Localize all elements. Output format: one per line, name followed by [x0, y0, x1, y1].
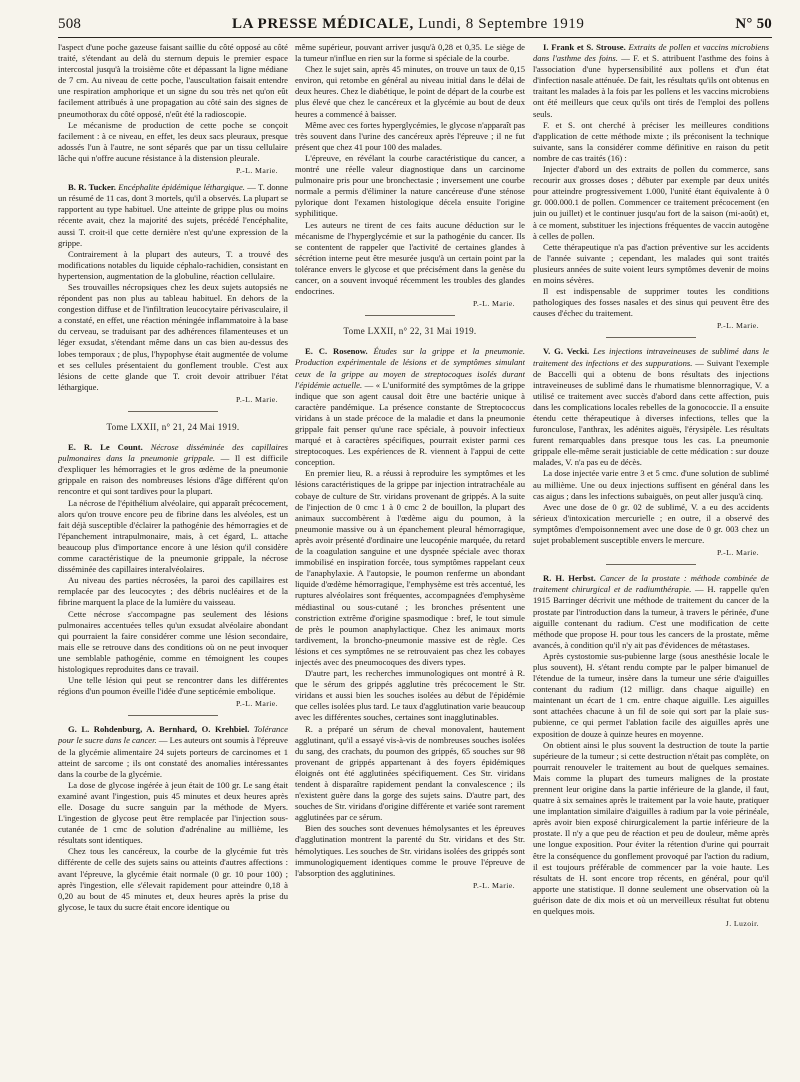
signature: P.-L. Marie. — [235, 699, 278, 709]
paragraph: D'autre part, les recherches immunologiques ont montré à R. que le sérum des grippés agglutine très précocement le Str. viridans et aussi bien les souches isolées au début de l'épidémie que celles isolées plus tard. Le taux d'agglutination varie beaucoup avec les différentes souches, certaines sont inagglutinables. — [295, 668, 525, 723]
paragraph: Contrairement à la plupart des auteurs, T. a trouvé des modifications notables du liquide céphalo-rachidien, consistant en hypertension, augmentation de la globuline, réaction cellulaire. — [58, 248, 288, 281]
separator — [128, 411, 218, 412]
article-author: R. H. Herbst. — [543, 573, 596, 584]
article-author: V. G. Vecki. — [543, 346, 590, 357]
paragraph: En premier lieu, R. a réussi à reproduire les symptômes et les lésions caractéristiques de la grippe par injection intratrachéale au cobaye de culture de Str. viridans provenant de grippés. A la suite de l'injection de 0 cmc 1 à 0 cmc 2 de bouillon, la plupart des animaux succombèrent à l'œdème aigu du poumon, à la pneumonie massive ou à un épanchement pleural hémorragique, après avoir présenté d'ordinaire une leucopénie marquée, du retard de la coagulation sanguine et une dyspnée spéciale avec thorax immobilisé en inspiration forcée, tous symptômes rappelant ceux de l'anaphylaxie. A l'autopsie, le poumon renferme un abondant liquide d'œdème hémorragique, l'emphysème est très accentué, les ruptures alvéolaires sont fréquentes, accompagnées d'emphysème médiastinal ou sous-cutané ; les bronches présentent une constriction extrême d'origine spasmodique : bref, le tout simule de près le poumon anaphylactique. Chez les animaux morts tardivement, la broncho-pneumonie massive est de règle. Ces lésions et ces symptômes ne se retrouvaient pas chez les cobayes injectés avec des pneumocoques des divers types. — [295, 468, 525, 667]
article-heading — [295, 346, 525, 468]
article-author: I. Frank et S. Strouse. — [543, 42, 626, 52]
article-title: Encéphalite épidémique léthargique. — [118, 182, 245, 193]
separator — [606, 337, 696, 338]
paragraph: Cette nécrose s'accompagne pas seulement des lésions pulmonaires accentuées telles qu'un exsudat alvéolaire abondant qui pourraient la faire considérer comme une lésion secondaire, mais elle se retrouve dans des conditions où on ne peut invoquer une semblable pathogénie, comme en témoignent les coupes histologiques reproduites dans ce travail. — [58, 608, 288, 674]
paragraph: Au niveau des parties nécrosées, la paroi des capillaires est remplacée par des leucocytes ; des débris nucléaires et de la fibrine marquent la place de la lumière du vaisseau. — [58, 575, 288, 608]
separator — [365, 315, 455, 316]
paragraph: La dose injectée varie entre 3 et 5 cmc. d'une solution de sublimé au millième. Une ou deux injections suffisent en général dans les cas aigus ; dans les infections subaiguës, on peut aller jusqu'à cinq. — [533, 468, 769, 501]
signature: P.-L. Marie. — [235, 394, 278, 404]
article-rosenow — [295, 346, 525, 891]
paragraph: Le mécanisme de production de cette poche se conçoit facilement : à ce niveau, en effet, les deux sacs pleuraux, presque adossés l'un à l'autre, ne sont séparés que par un tissu cellulaire lâche qui n'offre aucune résistance à la distension pleurale. — [58, 119, 288, 163]
signature: P.-L. Marie. — [235, 166, 278, 176]
article-author: G. L. Rohdenburg, A. Bernhard, O. Krehbiel. — [68, 724, 250, 735]
paragraph: Une telle lésion qui peut se rencontrer dans les différentes régions d'un poumon éveille l'idée d'une septicémie embolique. — [58, 675, 288, 697]
article-text: — H. rappelle qu'en 1915 Barringer décrivit une méthode de traitement du cancer de la prostate par l'introduction dans la tumeur, à travers le périnée, d'une aiguille contenant du radium. C'est une modification de cette méthode que propose H. pour tous les cancers de la prostate, même avancés, à condition qu'il n'y ait pas d'évidences de métastases. — [533, 584, 769, 650]
article-text: — T. donne un résumé de 11 cas, dont 3 mortels, qu'il a observés. La plupart se rapportent au type habituel. Une atteinte de grippe plus ou moins récente avait, chez la majorité des sujets, précédé l'encéphalite, aussi T. croit-il que cette dernière n'est qu'une expression de la grippe. — [58, 182, 288, 248]
article-herbst — [533, 573, 769, 929]
issue-date: Lundi, 8 Septembre 1919 — [418, 16, 585, 32]
article-author: B. R. Tucker. — [68, 182, 116, 193]
paragraph: On obtient ainsi le plus souvent la destruction de toute la partie supérieure de la tumeur ; si cette destruction n'était pas complète, on pourrait renouveler le traitement au bout de quelques semaines. Mais comme la plupart des tumeurs malignes de la prostate prennent leur origine dans la partie inférieure de la glande, il faut, quatre à six semaines après le traitement par la voie haute, pratiquer une implantation similaire d'aiguilles à radium par la voie périnéale, après avoir bien exposé chirurgicalement la partie inférieure de la prostate. Il n'y a que peu de réaction et peu de douleur, même après une longue exposition. Pour éviter la rétention d'urine qui pourrait être la conséquence du gonflement provoqué par l'action du radium, il est toujours préférable de commencer par la voie haute. Les résultats de H. sont encore trop récents, en général, pour qu'il apporte une statistique. Il donne seulement une observation où la guérison date de dix mois et où un merveilleux résultat fut obtenu en quelques mois. — [533, 739, 769, 917]
paragraph: Chez le sujet sain, après 45 minutes, on trouve un taux de 0,15 environ, qui retombe en général au niveau initial dans le délai de deux heures. Chez le diabétique, le point de départ de la courbe est plus élevé que chez le cancéreux et la glycémie au bout de deux heures a commencé à baisser. — [295, 64, 525, 119]
paragraph: l'aspect d'une poche gazeuse faisant saillie du côté opposé au côté traité, s'étendant au delà du sternum depuis le premier espace intercostal jusqu'à la troisième côte et dépassant la ligne médiane de 7 cm. Au niveau de cette poche, l'auscultation faisait entendre une respiration amphorique et un signe du sou très net qu'on eût facilement attribués à une propagation au côté sain des signes de pneumothorax du côté opposé, n'eût été la radioscopie. — [58, 42, 288, 119]
paragraph: Chez tous les cancéreux, la courbe de la glycémie fut très différente de celle des sujets sains ou atteints d'autres affections : avant l'épreuve, la glycémie était normale (0 gr. 10 pour 100) ; après l'ingestion, elle s'élevait rapidement pour atteindre 0,18 à 0,20 au bout de 45 minutes et, deux heures après la prise du glycose, le taux du sucre était encore identique ou — [58, 846, 288, 912]
signature: P.-L. Marie. — [472, 880, 515, 890]
signature: P.-L. Marie. — [716, 548, 759, 558]
paragraph: La dose de glycose ingérée à jeun était de 100 gr. Le sang était examiné avant l'ingestion, puis 45 minutes et deux heures après elle. Dosage du sucre sanguin par la méthode de Myers. L'ingestion de glycose peut être remplacée par l'injection sous-cutanée de 1 cmc de solution d'adrénaline au millième, les résultats sont identiques. — [58, 779, 288, 846]
article-heading — [533, 42, 769, 120]
article-title: Les injections intraveineuses de sublimé dans le traitement des infections et des suppurations. — [533, 346, 769, 368]
journal-title — [232, 16, 585, 33]
paragraph: Bien des souches sont devenues hémolysantes et les épreuves d'agglutination montrent la parenté du Str. viridans et des Str. hémolytiques. Les souches de Str. viridans isolées des grippés sont immunologiquement identiques comme le prouve l'épreuve de l'absorption des agglutinines. — [295, 823, 525, 878]
article-title: Cancer de la prostate : méthode combinée de traitement chirurgical et de radiumthérapie. — [533, 573, 769, 595]
page-header — [58, 10, 772, 38]
article-le-count — [58, 442, 288, 709]
article-heading — [58, 182, 288, 249]
issue-heading: Tome LXXII, n° 22, 31 Mai 1919. — [343, 326, 477, 337]
article-title: Nécrose disséminée des capillaires pulmonaires dans la pneumonie grippale. — [58, 442, 288, 464]
article-author: E. R. Le Count. — [68, 442, 143, 453]
paragraph: Même avec ces fortes hyperglycémies, le glycose n'apparaît pas très souvent dans l'urine des cancéreux après l'épreuve ; il ne fut présent que chez 41 pour 100 des malades. — [295, 119, 525, 152]
article-text: — Les auteurs ont soumis à l'épreuve de la glycémie alimentaire 24 sujets porteurs de carcinomes et 1 atteint de sarcome ; ils ont constaté des anomalies intéressantes dans la courbe de la glycémie. — [58, 735, 288, 779]
paragraph: L'épreuve, en révélant la courbe caractéristique du cancer, a montré une réelle valeur diagnostique dans un carcinome pulmonaire pris pour une bronchectasie ; inversement une courbe normale a permis d'éliminer la nature cancéreuse d'une sténose pylorique dont l'examen histologique décela ensuite l'origine syphilitique. — [295, 152, 525, 219]
page-number: 508 — [58, 16, 82, 32]
paragraph: Il est indispensable de supprimer toutes les conditions pathologiques des fosses nasales et des sinus qui peuvent être des causes d'échec du traitement. — [533, 286, 769, 319]
paragraph: Avec une dose de 0 gr. 02 de sublimé, V. a eu des accidents sérieux d'intoxication mercurielle ; en outre, il a observé des symptômes d'empoisonnement avec une dose de 0 gr. 003 chez un sujet probablement susceptible envers le mercure. — [533, 501, 769, 546]
article-author: E. C. Rosenow. — [305, 346, 368, 357]
article-title: Extraits de pollen et vaccins microbiens dans l'asthme des foins. — [533, 42, 769, 64]
paragraph: La nécrose de l'épithélium alvéolaire, qui apparaît précocement, alors qu'on trouve encore peu de fibrine dans les alvéoles, est un fait déjà susceptible d'éclairer la pathogénie des hémorragies et de l'épanchement intrapulmonaire, mais, à cet égard, L. attache beaucoup plus d'importance encore à une lésion qu'il considère comme caractéristique de la pneumonie grippale, la nécrose disséminée des capillaires interalvéolaires. — [58, 497, 288, 575]
article-title: Tolérance pour le sucre dans le cancer. — [58, 724, 288, 746]
article-text: — « L'uniformité des symptômes de la grippe indique que son agent causal doit être une bactérie unique à caractère pandémique. La présence constante de Streptococcus viridans à un stade précoce de la maladie et dans la pneumonie grippale fait penser qu'une race spéciale, à pouvoir infectieux marqué et à caractères spécifiques, pourrait exister parmi ces streptocoques. Les expériences de R. viennent à l'appui de cette conception. — [295, 379, 525, 468]
paragraph: Les auteurs ne tirent de ces faits aucune déduction sur le mécanisme de l'hyperglycémie et sur la pathogénie du cancer. Ils se contentent de rappeler que l'activité de certaines glandes à sécrétion interne peut être mesurée jusqu'à un certain point par la tolérance envers le glycose et que précisément dans la genèse du cancer, on a souvent invoqué récemment les troubles des glandes endocrines. — [295, 219, 525, 297]
paragraph: Ses trouvailles nécropsiques chez les deux sujets autopsiés ne répondent pas non plus au tableau habituel. En dehors de la congestion diffuse et de l'infiltration leucocytaire périvasculaire, il a constaté, en effet, une réaction méningée inflammatoire à la base du cerveau, se traduisant par des adhérences filamenteuses et un léger exsudat, s'étendant même dans un cas bien au-dessus des lobes temporaux ; de plus, l'hypophyse était augmentée de volume et ses cellules présentaient du gonflement trouble. C'est aux lésions de cette glande que T. croit devoir attribuer l'état léthargique. — [58, 281, 288, 392]
signature: P.-L. Marie. — [716, 321, 759, 331]
article-text: — Il est difficile d'expliquer les hémorragies et le gros œdème de la pneumonie grippale en raison des nombreuses lésions d'âge différent qu'on rencontre et qui sont tardives pour la plupart. — [58, 453, 288, 497]
article-frank-strouse — [533, 42, 769, 331]
issue-heading: Tome LXXII, n° 21, 24 Mai 1919. — [106, 422, 240, 432]
article-title: Études sur la grippe et la pneumonie. Production expérimentale de lésions et de symptômes simulant ceux de la grippe au moyen de streptocoques isolés durant l'épidémie actuelle. — [295, 346, 525, 390]
paragraph: même supérieur, pouvant arriver jusqu'à 0,28 et 0,35. Le siège de la tumeur n'influe en rien sur la forme si spéciale de la courbe. — [295, 42, 525, 64]
article-text: — F. et S. attribuent l'asthme des foins à l'association d'une hypersensibilité aux pollens et d'un état d'infection nasale atténuée. De fait, les résultats qu'ils ont obtenus en traitant les malades à la fois par les pollens et les vaccins microbiens ont été meilleurs que ceux qu'ils ont tirés de l'emploi des pollens seuls. — [533, 53, 769, 119]
column-1 — [58, 42, 288, 1076]
signature: J. Luzoir. — [725, 919, 759, 929]
signature: P.-L. Marie. — [472, 299, 515, 309]
paragraph: Injecter d'abord un des extraits de pollen du commerce, sans recourir aux grosses doses ; débuter par exemple par deux unités pour atteindre progressivement 1.000, l'unité étant équivalente à 0 gr. 000.000.1 de pollen. Commencer ce traitement précocement (en juin ou juillet) et le continuer jusqu'au fort de la saison (mi-août) et, à ce moment, substituer les injections fréquentes de vaccin autogène à celles de pollen. — [533, 164, 769, 241]
article-rohdenburg — [58, 724, 288, 913]
separator — [128, 715, 218, 716]
separator — [606, 564, 696, 565]
paragraph: Cette thérapeutique n'a pas d'action préventive sur les accidents de l'année suivante ; cependant, les malades qui sont traités plusieurs années de suite voient leurs symptômes devenir de moins en moins sévères. — [533, 241, 769, 285]
article-text: — Suivant l'exemple de Baccelli qui a obtenu de bons résultats des injections intraveineuses de sublimé dans le rhumatisme blennorragique, V. a utilisé ce traitement avec succès d'abord dans cette affection, puis dans les complications locales rebelles de la gonococcie. Il a ensuite étendu cette thérapeutique à diverses infections, telles que la furonculose, l'anthrax, les adénites aiguës, l'érysipèle. Les résultats furent remarquables dans presque tous les cas. La pneumonie grippale elle-même serait justiciable de cette médication : sur douze malades, V. n'a pas eu de décès. — [533, 357, 769, 468]
issue-number: N° 50 — [735, 16, 772, 32]
article-vecki — [533, 346, 769, 558]
column-3 — [533, 42, 769, 1076]
paragraph: F. et S. ont cherché à préciser les meilleures conditions d'application de cette méthode mixte ; ils préconisent la technique suivante, sans la considérer comme définitive en raison du petit nombre de cas traités (16) : — [533, 119, 769, 163]
article-tucker — [58, 182, 288, 405]
article-heading — [533, 346, 769, 468]
journal-name: LA PRESSE MÉDICALE, — [232, 16, 414, 32]
paragraph: R. a préparé un sérum de cheval monovalent, hautement agglutinant, qu'il a essayé vis-à-vis de nombreuses souches isolées du sang, des crachats, du poumon des grippés, 65 souches sur 98 provenant de grippés appartenant à des foyers épidémiques éloignés ont été agglutinées spécifiquement. Ces Str. viridans tendent à disparaître rapidement pendant la convalescence ; ils n'existent guère dans la gorge des sujets sains. D'autre part, des souches de Str. viridans d'origine différente et variée sont rarement agglutinées par ce sérum. — [295, 723, 525, 823]
article-heading — [533, 573, 769, 651]
article-heading — [58, 724, 288, 779]
article-heading — [58, 442, 288, 497]
column-2 — [295, 42, 525, 1076]
paragraph: Après cystostomie sus-pubienne large (sous anesthésie locale le plus souvent), H. s'étant rendu compte par le palper bimanuel de l'étendue de la tumeur, insère dans la tumeur une série d'aiguilles contenant du radium (12 milligr. dans chaque aiguille) en maintenant un écart de 1 cm. entre chaque aiguille. Les aiguilles sont attachées chacune à un fil de soie qui sort par la plaie sus-pubienne, ce qui permet l'ablation facile des aiguilles après une exposition de douze à quinze heures en moyenne. — [533, 650, 769, 739]
